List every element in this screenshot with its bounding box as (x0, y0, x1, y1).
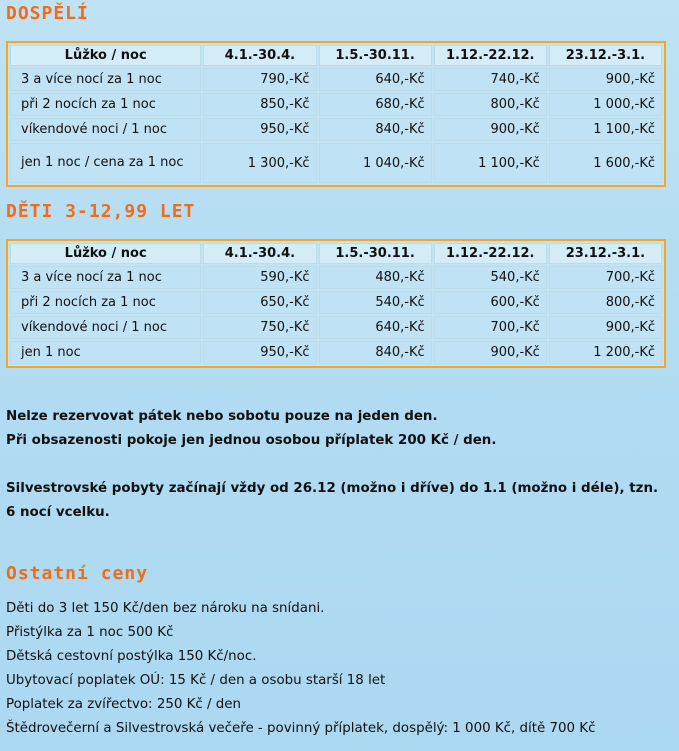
column-header: Lůžko / noc (10, 243, 201, 264)
table-row (10, 68, 662, 91)
note-weekend-rule: Nelze rezervovat pátek nebo sobotu pouze na jeden den. (6, 409, 438, 424)
column-header: 1.5.-30.11. (319, 45, 432, 66)
row-label: 3 a více nocí za 1 noc (10, 68, 201, 91)
list-item: Dětská cestovní postýlka 150 Kč/noc. (6, 649, 257, 664)
price-cell: 750,-Kč (203, 316, 316, 339)
list-item: Děti do 3 let 150 Kč/den bez nároku na snídani. (6, 601, 325, 616)
list-item: Štědrovečerní a Silvestrovská večeře - povinný příplatek, dospělý: 1 000 Kč, dítě 700 Kč (6, 721, 596, 736)
column-header: 4.1.-30.4. (203, 243, 316, 264)
column-header: 4.1.-30.4. (203, 45, 316, 66)
column-header: 23.12.-3.1. (549, 45, 662, 66)
other-prices-list (6, 597, 595, 741)
row-label: víkendové noci / 1 noc (10, 118, 201, 141)
price-cell: 740,-Kč (434, 68, 547, 91)
price-cell: 790,-Kč (203, 68, 316, 91)
table-row (10, 341, 662, 364)
other-prices-heading: Ostatní ceny (6, 563, 149, 584)
price-cell: 1 200,-Kč (549, 341, 662, 364)
row-label: jen 1 noc / cena za 1 noc (10, 143, 201, 183)
price-cell: 640,-Kč (319, 68, 432, 91)
price-cell: 640,-Kč (319, 316, 432, 339)
list-item: Přistýlka za 1 noc 500 Kč (6, 625, 174, 640)
price-cell: 600,-Kč (434, 291, 547, 314)
price-cell: 1 600,-Kč (549, 143, 662, 183)
column-header: Lůžko / noc (10, 45, 201, 66)
price-cell: 950,-Kč (203, 118, 316, 141)
table-row (10, 143, 662, 183)
note-single-supplement: Při obsazenosti pokoje jen jednou osobou příplatek 200 Kč / den. (6, 433, 497, 448)
adults-price-table (6, 41, 666, 187)
price-cell: 950,-Kč (203, 341, 316, 364)
table-header-row (10, 243, 662, 264)
table-row (10, 266, 662, 289)
column-header: 1.5.-30.11. (319, 243, 432, 264)
list-item: Poplatek za zvířectvo: 250 Kč / den (6, 697, 242, 712)
price-cell: 590,-Kč (203, 266, 316, 289)
price-cell: 900,-Kč (549, 316, 662, 339)
price-cell: 900,-Kč (434, 341, 547, 364)
price-cell: 680,-Kč (319, 93, 432, 116)
note-silvestr: Silvestrovské pobyty začínají vždy od 26.12 (možno i dříve) do 1.1 (možno i déle), tzn. 6 nocí vcelku. (6, 481, 659, 520)
booking-note (6, 405, 670, 453)
table-row (10, 316, 662, 339)
price-cell: 1 100,-Kč (549, 118, 662, 141)
column-header: 23.12.-3.1. (549, 243, 662, 264)
list-item: Ubytovací poplatek OÚ: 15 Kč / den a osobu starší 18 let (6, 673, 386, 688)
price-cell: 800,-Kč (434, 93, 547, 116)
price-cell: 840,-Kč (319, 341, 432, 364)
price-cell: 840,-Kč (319, 118, 432, 141)
children-heading: DĚTI 3-12,99 LET (6, 201, 196, 222)
adults-heading: DOSPĚLÍ (6, 3, 89, 24)
price-cell: 480,-Kč (319, 266, 432, 289)
row-label: víkendové noci / 1 noc (10, 316, 201, 339)
price-cell: 700,-Kč (434, 316, 547, 339)
price-cell: 650,-Kč (203, 291, 316, 314)
price-cell: 850,-Kč (203, 93, 316, 116)
price-cell: 900,-Kč (434, 118, 547, 141)
table-row (10, 93, 662, 116)
price-cell: 900,-Kč (549, 68, 662, 91)
row-label: při 2 nocích za 1 noc (10, 93, 201, 116)
row-label: při 2 nocích za 1 noc (10, 291, 201, 314)
price-cell: 700,-Kč (549, 266, 662, 289)
price-cell: 1 100,-Kč (434, 143, 547, 183)
price-cell: 1 000,-Kč (549, 93, 662, 116)
column-header: 1.12.-22.12. (434, 243, 547, 264)
price-cell: 540,-Kč (434, 266, 547, 289)
table-row (10, 291, 662, 314)
row-label: jen 1 noc (10, 341, 201, 364)
row-label: 3 a více nocí za 1 noc (10, 266, 201, 289)
column-header: 1.12.-22.12. (434, 45, 547, 66)
price-cell: 540,-Kč (319, 291, 432, 314)
price-cell: 1 040,-Kč (319, 143, 432, 183)
price-cell: 800,-Kč (549, 291, 662, 314)
children-price-table (6, 239, 666, 368)
price-cell: 1 300,-Kč (203, 143, 316, 183)
table-header-row (10, 45, 662, 66)
table-row (10, 118, 662, 141)
